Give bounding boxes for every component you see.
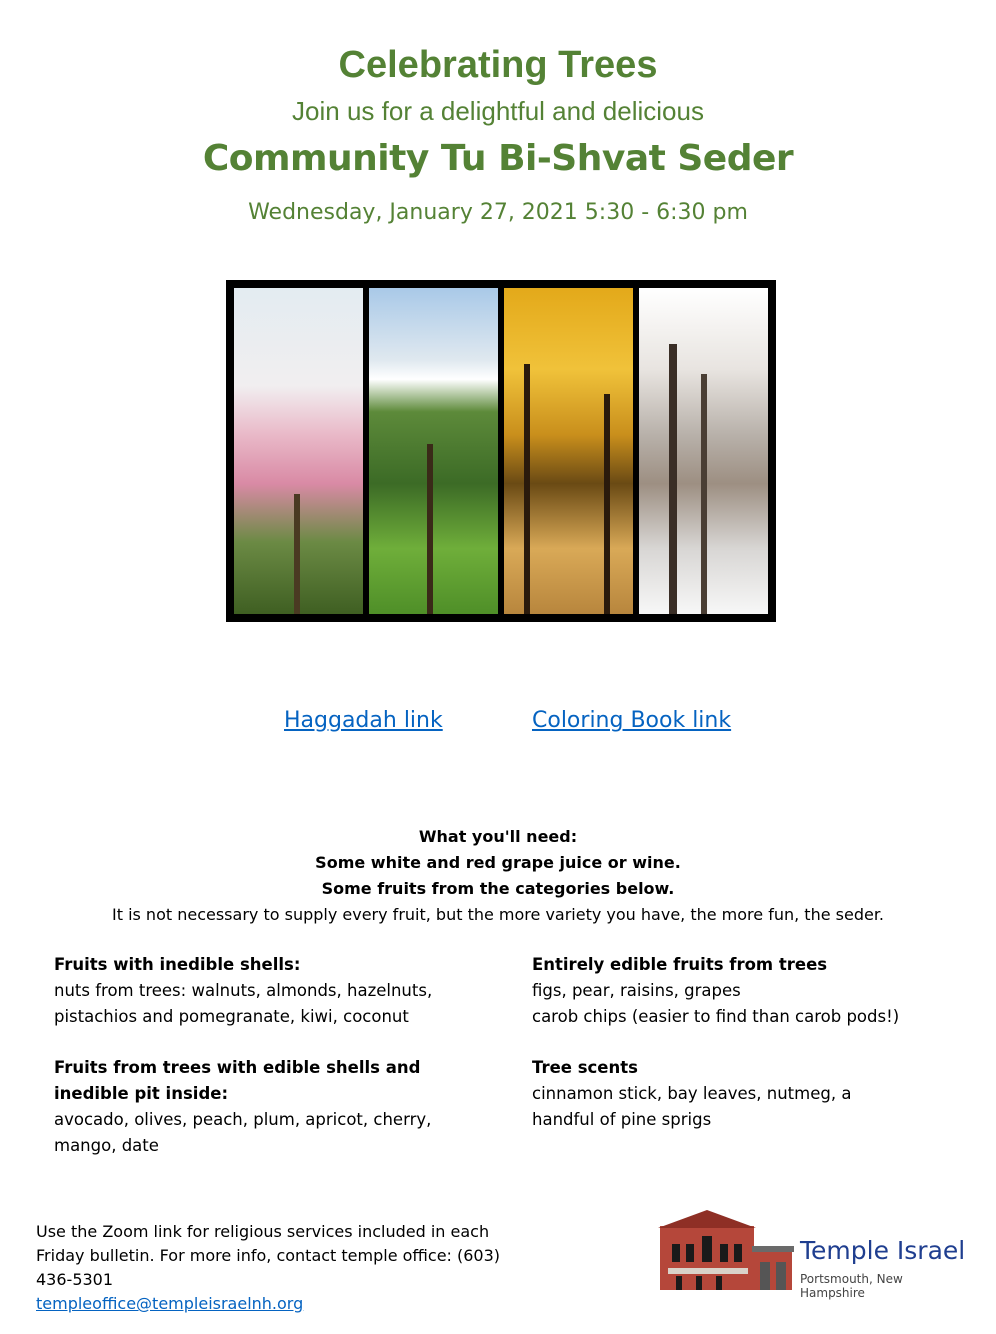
autumn-panel	[504, 288, 633, 614]
resource-links	[0, 708, 996, 740]
summer-panel	[369, 288, 498, 614]
needs-line-2: Some fruits from the categories below.	[321, 879, 675, 898]
category-heading: Fruits from trees with edible shells and inedible pit inside:	[54, 1058, 421, 1103]
category-text-1: figs, pear, raisins, grapes	[532, 981, 741, 1000]
category-heading: Tree scents	[532, 1058, 638, 1077]
category-text: cinnamon stick, bay leaves, nutmeg, a handful of pine sprigs	[532, 1084, 852, 1129]
spring-panel	[234, 288, 363, 614]
category-inedible-shells	[54, 952, 494, 1030]
four-seasons-photo	[226, 280, 776, 622]
winter-panel	[639, 288, 768, 614]
category-heading: Entirely edible fruits from trees	[532, 955, 828, 974]
category-tree-scents	[532, 1055, 882, 1133]
category-text: avocado, olives, peach, plum, apricot, cherry, mango, date	[54, 1110, 432, 1155]
temple-israel-logo	[656, 1206, 966, 1300]
event-date: Wednesday, January 27, 2021 5:30 - 6:30 pm	[248, 200, 748, 225]
category-text: nuts from trees: walnuts, almonds, hazelnuts, pistachios and pomegranate, kiwi, coconut	[54, 981, 433, 1026]
event-title: Community Tu Bi-Shvat Seder	[202, 138, 794, 179]
page-title: Celebrating Trees	[338, 44, 658, 86]
email-link[interactable]: templeoffice@templeisraelnh.org	[36, 1294, 304, 1313]
category-entirely-edible	[532, 952, 972, 1030]
page-subtitle: Join us for a delightful and delicious	[292, 96, 704, 126]
temple-building-icon	[656, 1206, 796, 1290]
footer-info	[36, 1220, 596, 1316]
category-text-2: carob chips (easier to find than carob pods!)	[532, 1007, 900, 1026]
footer-text: Use the Zoom link for religious services included in each Friday bulletin. For more info, contact temple office: (603) 436-5301	[36, 1222, 501, 1289]
needs-section	[0, 824, 996, 928]
needs-heading: What you'll need:	[418, 827, 578, 846]
needs-note: It is not necessary to supply every fruit, but the more variety you have, the more fun, the seder.	[111, 905, 885, 924]
coloring-book-link[interactable]: Coloring Book link	[532, 708, 732, 733]
logo-name: Temple Israel	[800, 1236, 966, 1265]
category-edible-shells-pit	[54, 1055, 434, 1159]
needs-line-1: Some white and red grape juice or wine.	[315, 853, 681, 872]
haggadah-link[interactable]: Haggadah link	[284, 708, 443, 733]
logo-location: Portsmouth, New Hampshire	[800, 1272, 903, 1300]
category-heading: Fruits with inedible shells:	[54, 955, 301, 974]
